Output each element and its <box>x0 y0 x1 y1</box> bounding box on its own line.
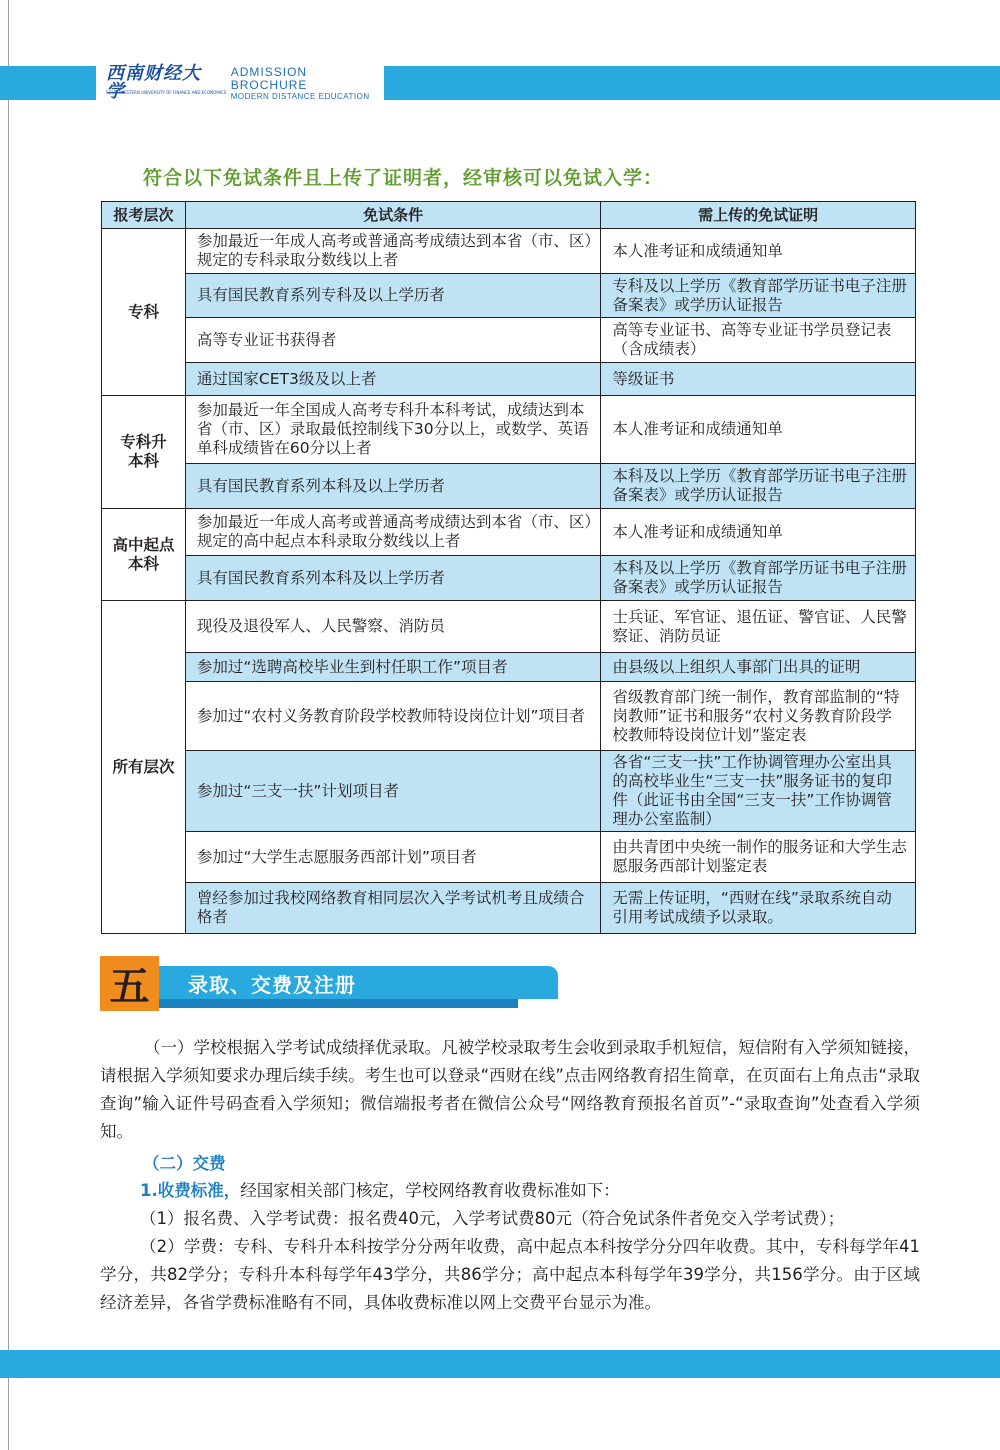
condition-cell: 现役及退役军人、人民警察、消防员 <box>185 601 600 653</box>
proof-cell: 高等专业证书、高等专业证书学员登记表（含成绩表） <box>601 318 916 363</box>
proof-cell: 本人准考证和成绩通知单 <box>601 229 916 274</box>
table-row <box>102 363 916 396</box>
condition-cell: 具有国民教育系列专科及以上学历者 <box>185 274 600 318</box>
condition-cell: 具有国民教育系列本科及以上学历者 <box>185 556 600 601</box>
condition-cell: 参加过“农村义务教育阶段学校教师特设岗位计划”项目者 <box>185 682 600 751</box>
condition-cell: 曾经参加过我校网络教育相同层次入学考试机考且成绩合格者 <box>185 883 600 934</box>
table-row <box>102 601 916 653</box>
table-row <box>102 464 916 509</box>
table-row <box>102 682 916 751</box>
proof-cell: 由共青团中央统一制作的服务证和大学生志愿服务西部计划鉴定表 <box>601 832 916 883</box>
level-zhuanke: 专科 <box>102 229 186 396</box>
proof-cell: 省级教育部门统一制作，教育部监制的“特岗教师”证书和服务“农村义务教育阶段学校教师特设岗位计划”鉴定表 <box>601 682 916 751</box>
condition-cell: 参加最近一年成人高考或普通高考成绩达到本省（市、区）规定的专科录取分数线以上者 <box>185 229 600 274</box>
exemption-table <box>101 201 916 934</box>
brochure-line1: ADMISSION BROCHURE <box>230 64 308 92</box>
level-all: 所有层次 <box>102 601 186 934</box>
condition-cell: 参加最近一年成人高考或普通高考成绩达到本省（市、区）规定的高中起点本科录取分数线以上者 <box>185 509 600 556</box>
table-header-row <box>102 202 916 229</box>
table-row <box>102 653 916 682</box>
section-number: 五 <box>100 956 159 1011</box>
footer-band <box>0 1350 1000 1378</box>
level-zhuanshengben: 专科升 本科 <box>102 396 186 509</box>
proof-cell: 等级证书 <box>601 363 916 396</box>
school-name-en: SOUTHWESTERN UNIVERSITY OF FINANCE AND ECONOMICS <box>106 90 227 95</box>
proof-cell: 本科及以上学历《教育部学历证书电子注册备案表》或学历认证报告 <box>601 464 916 509</box>
condition-cell: 具有国民教育系列本科及以上学历者 <box>185 464 600 509</box>
brochure-line2: MODERN DISTANCE EDUCATION <box>230 91 370 101</box>
table-row <box>102 274 916 318</box>
condition-cell: 高等专业证书获得者 <box>185 318 600 363</box>
fee-subheading: （二）交费 <box>143 1154 226 1173</box>
table-row <box>102 396 916 464</box>
level-gaoqiben: 高中起点 本科 <box>102 509 186 601</box>
proof-cell: 无需上传证明，“西财在线”录取系统自动引用考试成绩予以录取。 <box>601 883 916 934</box>
page-edge-line <box>8 0 9 1450</box>
fee-standard-paragraph <box>100 1177 920 1205</box>
exemption-intro: 符合以下免试条件且上传了证明者，经审核可以免试入学： <box>143 167 664 189</box>
proof-cell: 士兵证、军官证、退伍证、警官证、人民警察证、消防员证 <box>601 601 916 653</box>
condition-cell: 参加最近一年全国成人高考专科升本科考试，成绩达到本省（市、区）录取最低控制线下30分以上，或数学、英语单科成绩皆在60分以上者 <box>185 396 600 464</box>
table-row <box>102 509 916 556</box>
proof-cell: 各省“三支一扶”工作协调管理办公室出具的高校毕业生“三支一扶”服务证书的复印件（此证书由全国“三支一扶”工作协调管理办公室监制） <box>601 751 916 832</box>
school-logo <box>96 63 227 102</box>
fee-item-1: （1）报名费、入学考试费：报名费40元，入学考试费80元（符合免试条件者免交入学考试费）； <box>140 1209 845 1228</box>
fee-item-2: （2）学费：专科、专科升本科按学分分两年收费，高中起点本科按学分分四年收费。其中，专科每学年41学分，共82学分；专科升本科每学年43学分，共86学分；高中起点本科每学年39学分，共156学分。由于区域经济差异，各省学费标准略有不同，具体收费标准以网上交费平台显示为准。 <box>100 1237 920 1312</box>
table-row <box>102 883 916 934</box>
table-row <box>102 318 916 363</box>
proof-cell: 本人准考证和成绩通知单 <box>601 509 916 556</box>
condition-cell: 通过国家CET3级及以上者 <box>185 363 600 396</box>
section-bar-shadow <box>158 999 518 1008</box>
table-row <box>102 832 916 883</box>
proof-cell: 本科及以上学历《教育部学历证书电子注册备案表》或学历认证报告 <box>601 556 916 601</box>
section-title: 录取、交费及注册 <box>188 973 356 997</box>
proof-cell: 专科及以上学历《教育部学历证书电子注册备案表》或学历认证报告 <box>601 274 916 318</box>
condition-cell: 参加过“大学生志愿服务西部计划”项目者 <box>185 832 600 883</box>
school-name: 西南财经大学 <box>106 63 201 102</box>
fee-standard-label: 1.收费标准， <box>140 1181 241 1200</box>
fee-standard-text: 经国家相关部门核定，学校网络教育收费标准如下： <box>240 1181 620 1200</box>
proof-cell: 由县级以上组织人事部门出具的证明 <box>601 653 916 682</box>
table-row <box>102 556 916 601</box>
condition-cell: 参加过“选聘高校毕业生到村任职工作”项目者 <box>185 653 600 682</box>
brochure-label <box>231 66 384 101</box>
admission-paragraph: （一）学校根据入学考试成绩择优录取。凡被学校录取考生会收到录取手机短信，短信附有入学须知链接，请根据入学须知要求办理后续手续。考生也可以登录“西财在线”点击网络教育招生简章，在页面右上角点击“录取查询”输入证件号码查看入学须知；微信端报考者在微信公众号“网络教育预报名首页”-“录取查询”处查看入学须知。 <box>100 1038 920 1141</box>
proof-cell: 本人准考证和成绩通知单 <box>601 396 916 464</box>
table-row <box>102 229 916 274</box>
header-proof: 需上传的免试证明 <box>601 202 916 229</box>
table-row <box>102 751 916 832</box>
header-logo-box <box>96 63 384 102</box>
header-condition: 免试条件 <box>185 202 600 229</box>
condition-cell: 参加过“三支一扶”计划项目者 <box>185 751 600 832</box>
header-level: 报考层次 <box>102 202 186 229</box>
